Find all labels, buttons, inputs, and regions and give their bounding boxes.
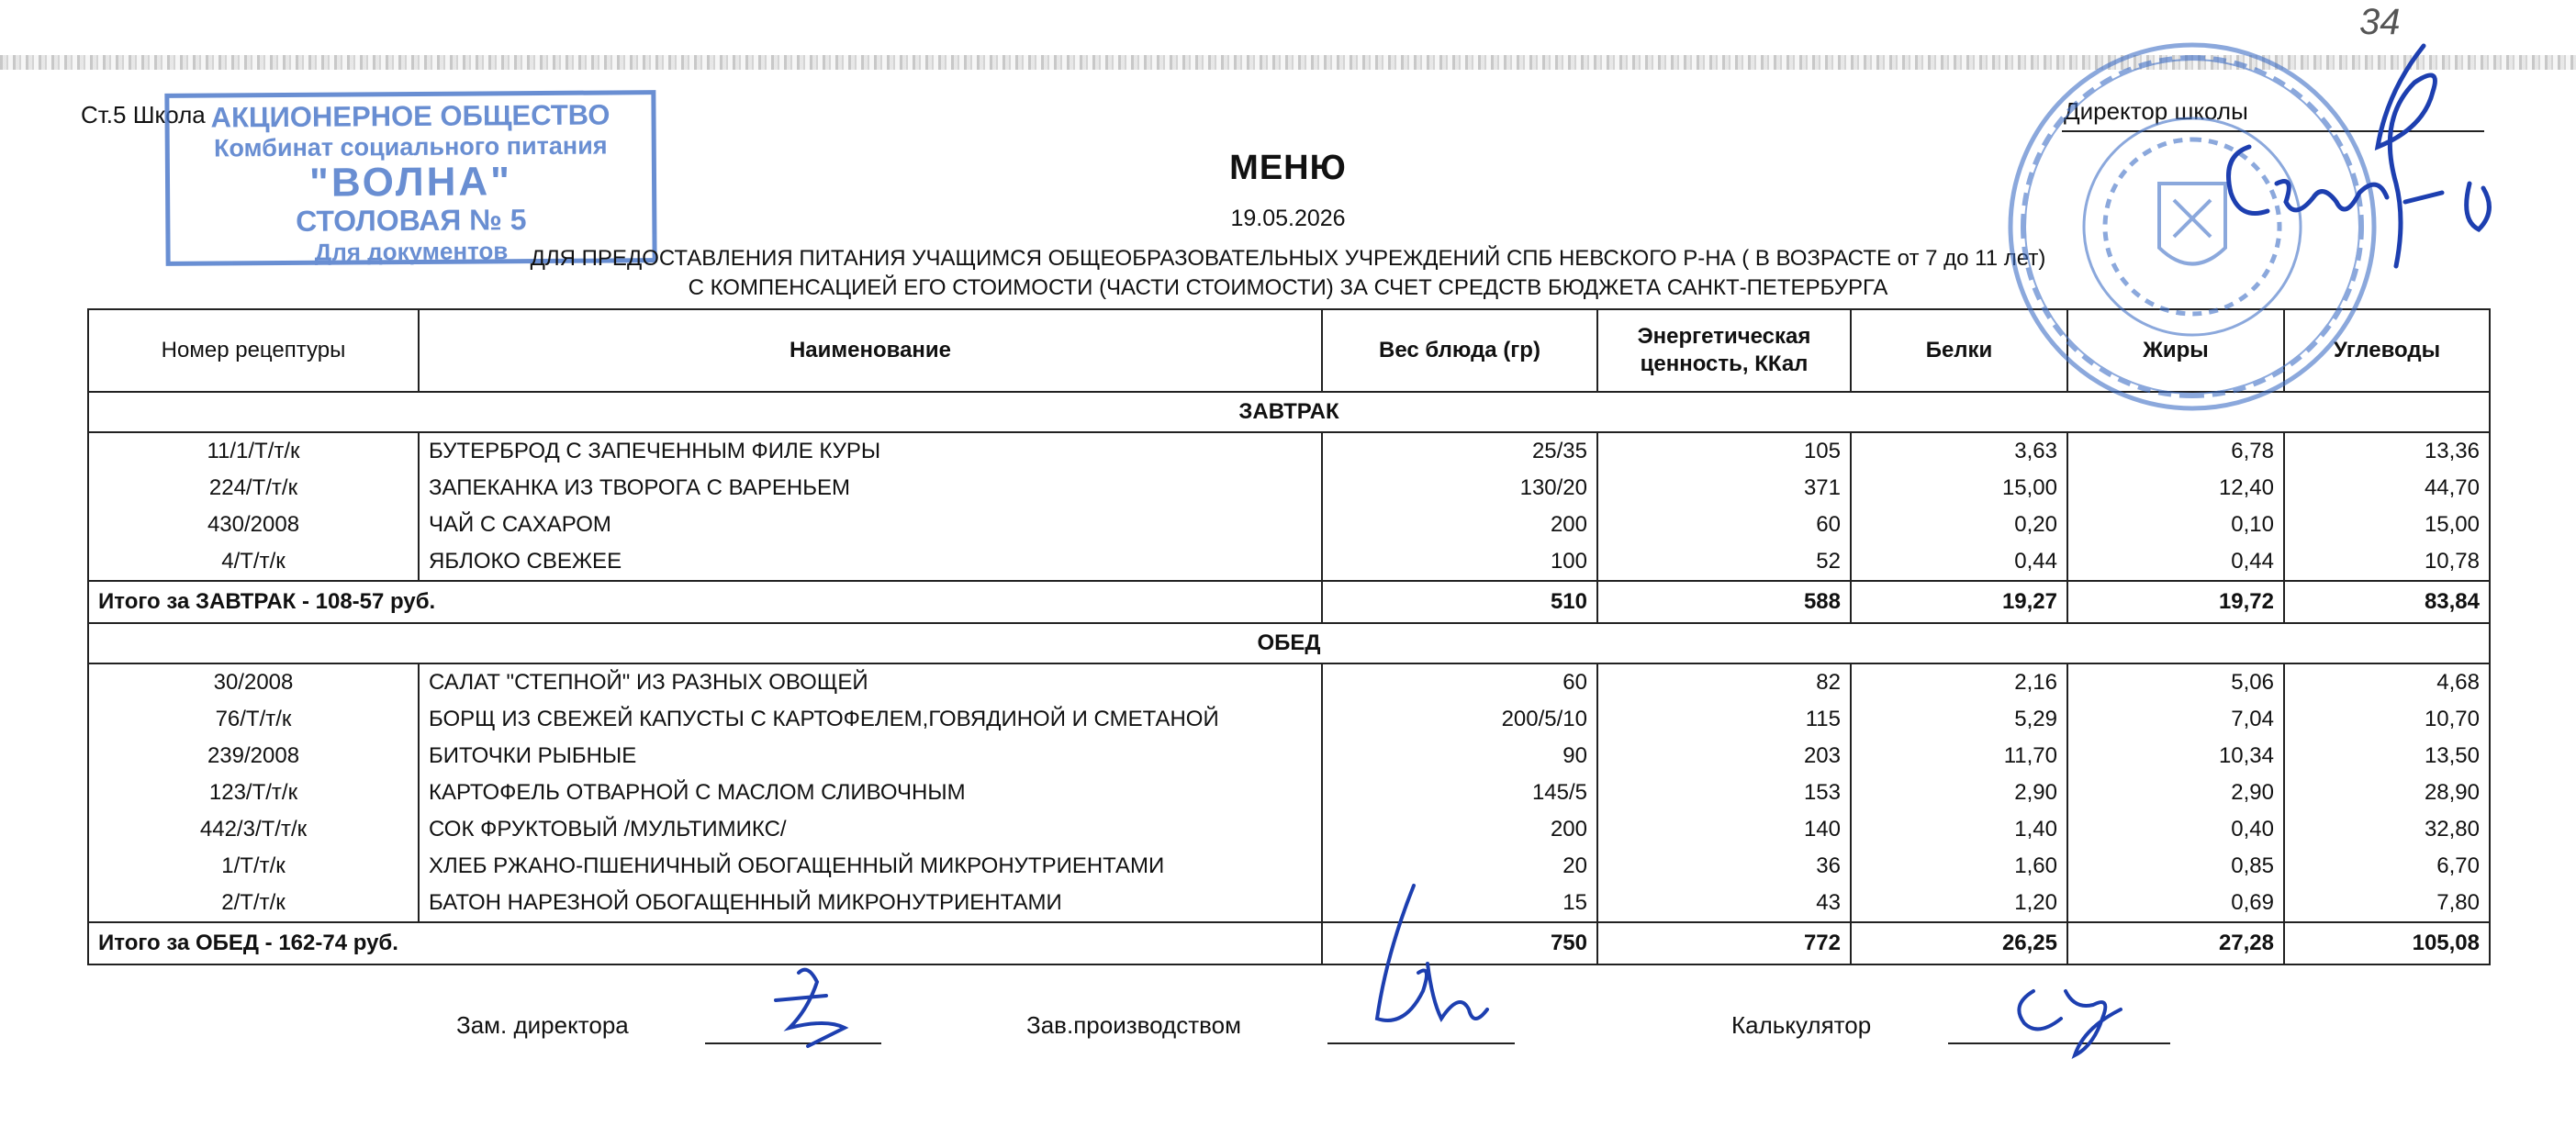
- weight-cell: 60: [1322, 663, 1597, 701]
- stamp-line: "ВОЛНА": [308, 159, 513, 206]
- dish-name-cell: САЛАТ "СТЕПНОЙ" ИЗ РАЗНЫХ ОВОЩЕЙ: [419, 663, 1322, 701]
- weight-cell: 100: [1322, 543, 1597, 581]
- energy-cell: 43: [1597, 885, 1851, 922]
- deputy-director-label: Зам. директора: [456, 1011, 629, 1039]
- dish-name-cell: БИТОЧКИ РЫБНЫЕ: [419, 738, 1322, 775]
- fats-cell: 5,06: [2067, 663, 2284, 701]
- energy-cell: 105: [1597, 432, 1851, 470]
- fats-cell: 12,40: [2067, 470, 2284, 507]
- total-carbs: 105,08: [2284, 922, 2490, 964]
- fats-cell: 0,10: [2067, 507, 2284, 543]
- carbs-cell: 10,70: [2284, 701, 2490, 738]
- weight-cell: 90: [1322, 738, 1597, 775]
- weight-cell: 25/35: [1322, 432, 1597, 470]
- column-header-recipe-no: Номер рецептуры: [88, 309, 419, 392]
- dish-name-cell: БОРЩ ИЗ СВЕЖЕЙ КАПУСТЫ С КАРТОФЕЛЕМ,ГОВЯДИНОЙ И СМЕТАНОЙ: [419, 701, 1322, 738]
- recipe-no-cell: 30/2008: [88, 663, 419, 701]
- fats-cell: 0,40: [2067, 811, 2284, 848]
- energy-cell: 82: [1597, 663, 1851, 701]
- energy-cell: 203: [1597, 738, 1851, 775]
- total-label: Итого за ОБЕД - 162-74 руб.: [88, 922, 1322, 964]
- fats-cell: 7,04: [2067, 701, 2284, 738]
- proteins-cell: 0,44: [1851, 543, 2067, 581]
- fats-cell: 0,69: [2067, 885, 2284, 922]
- weight-cell: 20: [1322, 848, 1597, 885]
- total-proteins: 26,25: [1851, 922, 2067, 964]
- deputy-signature: [776, 970, 845, 1046]
- subtitle-line-2: С КОМПЕНСАЦИЕЙ ЕГО СТОИМОСТИ (ЧАСТИ СТОИМОСТИ) ЗА СЧЕТ СРЕДСТВ БЮДЖЕТА САНКТ-ПЕТЕРБУРГА: [688, 275, 1888, 300]
- dish-name-cell: ХЛЕБ РЖАНО-ПШЕНИЧНЫЙ ОБОГАЩЕННЫЙ МИКРОНУТРИЕНТАМИ: [419, 848, 1322, 885]
- recipe-no-cell: 2/Т/т/к: [88, 885, 419, 922]
- stamp-line: АКЦИОНЕРНОЕ ОБЩЕСТВО: [210, 98, 610, 134]
- round-school-seal: [2010, 45, 2374, 408]
- carbs-cell: 44,70: [2284, 470, 2490, 507]
- total-proteins: 19,27: [1851, 581, 2067, 623]
- production-head-label: Зав.производством: [1026, 1011, 1241, 1039]
- subtitle-line-1: ДЛЯ ПРЕДОСТАВЛЕНИЯ ПИТАНИЯ УЧАЩИМСЯ ОБЩЕОБРАЗОВАТЕЛЬНЫХ УЧРЕЖДЕНИЙ СПБ НЕВСКОГО Р-НА ( В ВОЗРАСТЕ от 7 до 11 лет): [530, 246, 2046, 271]
- carbs-cell: 4,68: [2284, 663, 2490, 701]
- page-number-mark: 34: [2359, 2, 2401, 42]
- recipe-no-cell: 224/Т/т/к: [88, 470, 419, 507]
- recipe-no-cell: 442/3/Т/т/к: [88, 811, 419, 848]
- total-energy: 772: [1597, 922, 1851, 964]
- section-title: ЗАВТРАК: [88, 392, 2490, 432]
- carbs-cell: 13,36: [2284, 432, 2490, 470]
- column-header-weight: Вес блюда (гр): [1322, 309, 1597, 392]
- carbs-cell: 13,50: [2284, 738, 2490, 775]
- fats-cell: 0,85: [2067, 848, 2284, 885]
- recipe-no-cell: 430/2008: [88, 507, 419, 543]
- energy-cell: 153: [1597, 775, 1851, 811]
- proteins-cell: 3,63: [1851, 432, 2067, 470]
- recipe-no-cell: 76/Т/т/к: [88, 701, 419, 738]
- carbs-cell: 7,80: [2284, 885, 2490, 922]
- column-header-proteins: Белки: [1851, 309, 2067, 392]
- total-carbs: 83,84: [2284, 581, 2490, 623]
- weight-cell: 145/5: [1322, 775, 1597, 811]
- dish-name-cell: ЗАПЕКАНКА ИЗ ТВОРОГА С ВАРЕНЬЕМ: [419, 470, 1322, 507]
- carbs-cell: 32,80: [2284, 811, 2490, 848]
- recipe-no-cell: 239/2008: [88, 738, 419, 775]
- carbs-cell: 28,90: [2284, 775, 2490, 811]
- fats-cell: 0,44: [2067, 543, 2284, 581]
- dish-name-cell: БУТЕРБРОД С ЗАПЕЧЕННЫМ ФИЛЕ КУРЫ: [419, 432, 1322, 470]
- dish-name-cell: СОК ФРУКТОВЫЙ /МУЛЬТИМИКС/: [419, 811, 1322, 848]
- proteins-cell: 1,60: [1851, 848, 2067, 885]
- school-label: Ст.5 Школа: [81, 101, 206, 128]
- column-header-fats: Жиры: [2067, 309, 2284, 392]
- energy-cell: 52: [1597, 543, 1851, 581]
- stamp-line: СТОЛОВАЯ № 5: [296, 203, 527, 238]
- proteins-cell: 1,40: [1851, 811, 2067, 848]
- energy-cell: 36: [1597, 848, 1851, 885]
- menu-date: 19.05.2026: [1230, 206, 1346, 231]
- carbs-cell: 10,78: [2284, 543, 2490, 581]
- proteins-cell: 2,16: [1851, 663, 2067, 701]
- proteins-cell: 5,29: [1851, 701, 2067, 738]
- proteins-cell: 2,90: [1851, 775, 2067, 811]
- energy-cell: 60: [1597, 507, 1851, 543]
- dish-name-cell: ЧАЙ С САХАРОМ: [419, 507, 1322, 543]
- stamp-line: Комбинат социального питания: [213, 131, 608, 162]
- weight-cell: 200/5/10: [1322, 701, 1597, 738]
- dish-name-cell: КАРТОФЕЛЬ ОТВАРНОЙ С МАСЛОМ СЛИВОЧНЫМ: [419, 775, 1322, 811]
- recipe-no-cell: 1/Т/т/к: [88, 848, 419, 885]
- dish-name-cell: ЯБЛОКО СВЕЖЕЕ: [419, 543, 1322, 581]
- total-fats: 19,72: [2067, 581, 2284, 623]
- dish-name-cell: БАТОН НАРЕЗНОЙ ОБОГАЩЕННЫЙ МИКРОНУТРИЕНТАМИ: [419, 885, 1322, 922]
- fats-cell: 10,34: [2067, 738, 2284, 775]
- director-label: Директор школы: [2064, 97, 2248, 125]
- proteins-cell: 15,00: [1851, 470, 2067, 507]
- recipe-no-cell: 11/1/Т/т/к: [88, 432, 419, 470]
- energy-cell: 371: [1597, 470, 1851, 507]
- total-energy: 588: [1597, 581, 1851, 623]
- weight-cell: 200: [1322, 811, 1597, 848]
- recipe-no-cell: 123/Т/т/к: [88, 775, 419, 811]
- proteins-cell: 11,70: [1851, 738, 2067, 775]
- total-weight: 750: [1322, 922, 1597, 964]
- column-header-carbs: Углеводы: [2284, 309, 2490, 392]
- carbs-cell: 15,00: [2284, 507, 2490, 543]
- recipe-no-cell: 4/Т/т/к: [88, 543, 419, 581]
- proteins-cell: 1,20: [1851, 885, 2067, 922]
- page-title: МЕНЮ: [1229, 149, 1347, 187]
- fats-cell: 6,78: [2067, 432, 2284, 470]
- fats-cell: 2,90: [2067, 775, 2284, 811]
- total-fats: 27,28: [2067, 922, 2284, 964]
- calculator-signature: [2019, 991, 2121, 1055]
- carbs-cell: 6,70: [2284, 848, 2490, 885]
- section-title: ОБЕД: [88, 623, 2490, 663]
- energy-cell: 140: [1597, 811, 1851, 848]
- calculator-label: Калькулятор: [1731, 1011, 1872, 1039]
- total-label: Итого за ЗАВТРАК - 108-57 руб.: [88, 581, 1322, 623]
- proteins-cell: 0,20: [1851, 507, 2067, 543]
- column-header-energy: Энергетическая ценность, ККал: [1597, 309, 1851, 392]
- stamp-line: Для документов: [314, 237, 509, 266]
- weight-cell: 200: [1322, 507, 1597, 543]
- weight-cell: 15: [1322, 885, 1597, 922]
- total-weight: 510: [1322, 581, 1597, 623]
- column-header-name: Наименование: [419, 309, 1322, 392]
- energy-cell: 115: [1597, 701, 1851, 738]
- production-head-signature: [1377, 886, 1487, 1020]
- weight-cell: 130/20: [1322, 470, 1597, 507]
